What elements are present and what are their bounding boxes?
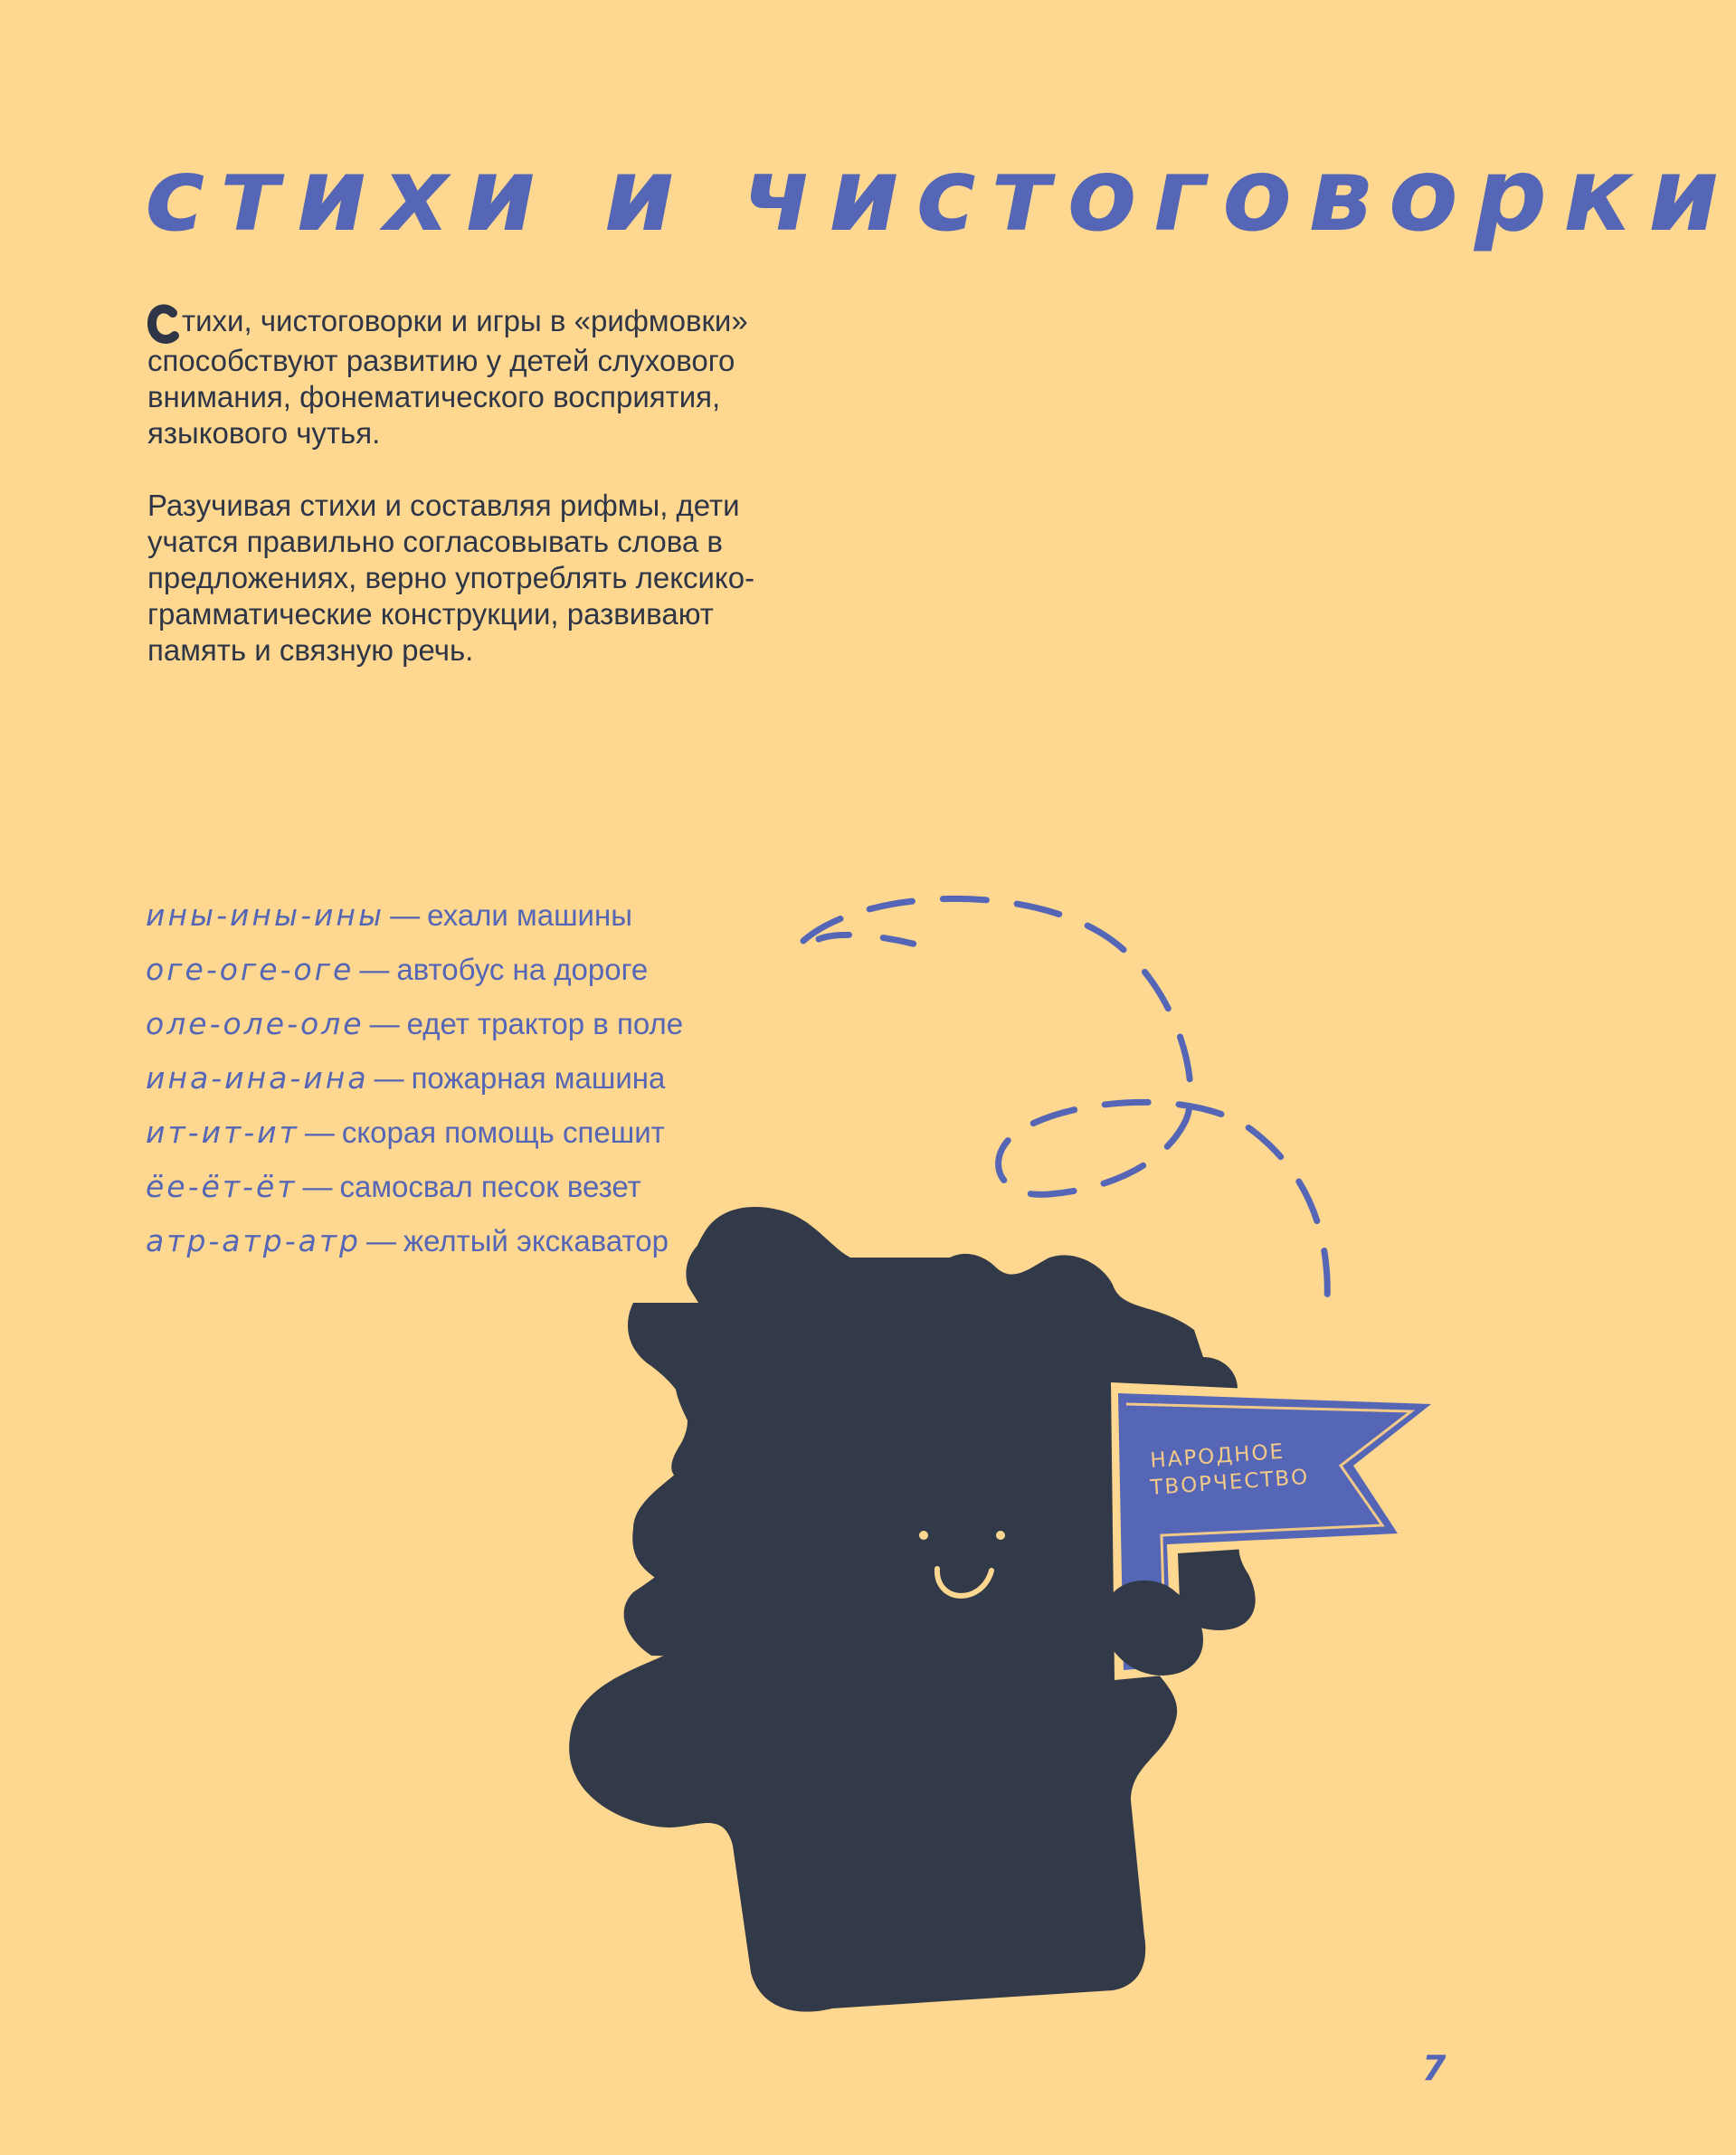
rhyme-syllables: оле-оле-оле [146,1006,365,1041]
eye-right-icon [996,1531,1005,1540]
rhyme-syllables: ины-ины-ины [146,897,385,933]
rhyme-phrase: пожарная машина [411,1061,666,1095]
rhyme-dash: — [304,1115,335,1149]
rhyme-syllables: ёе-ёт-ёт [146,1169,298,1204]
rhyme-phrase: ехали машины [427,898,632,932]
eye-left-icon [919,1531,928,1540]
flag-text-line-1: НАРОДНОЕ [1149,1439,1285,1473]
page-title: стихи и чистоговорки [145,137,1736,254]
rhyme-phrase: едет трактор в поле [406,1007,684,1040]
rhyme-syllables: атр-атр-атр [146,1223,361,1258]
rhyme-phrase: желтый экскаватор [403,1224,669,1258]
flag [1104,1382,1447,1680]
rhyme-dash: — [390,898,421,932]
rhyme-dash: — [369,1007,400,1040]
flag-text-line-2: ТВОРЧЕСТВО [1149,1465,1311,1500]
rhyme-phrase: скорая помощь спешит [341,1115,665,1149]
intro-paragraph-2: Разучивая стихи и составляя рифмы, дети учатся правильно согласовывать слова в предложениях, верно употреблять лексико-грамматические конструкции, развивают память и связную речь. [147,489,755,667]
rhyme-dash: — [359,953,390,986]
dashed-path-decoration [803,898,1327,1303]
rhyme-dash: — [302,1170,333,1203]
rhyme-dash: — [366,1224,396,1258]
rhyme-syllables: оге-оге-оге [146,952,355,987]
rhyme-dash: — [374,1061,404,1095]
dashed-path-tail [819,935,941,952]
rhyme-syllables: ит-ит-ит [146,1115,299,1150]
rhyme-phrase: самосвал песок везет [339,1170,641,1203]
rhyme-syllables: ина-ина-ина [146,1060,369,1096]
intro-paragraph-1-text: тихи, чистоговорки и игры в «рифмовки» способствуют развитию у детей слухового внимания, фонематического восприятия, языкового чутья. [147,304,748,450]
rhyme-phrase: автобус на дороге [396,953,649,986]
page-number: 7 [1422,2048,1447,2088]
